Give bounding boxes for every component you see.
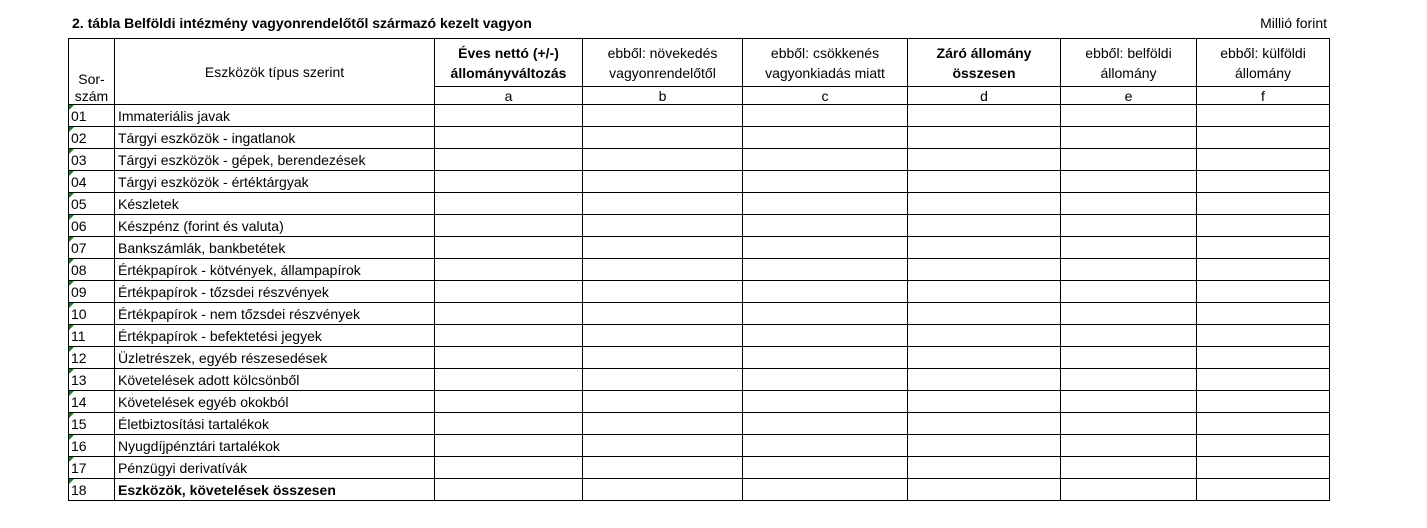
row-label: Pénzügyi derivatívák (115, 457, 435, 479)
value-cell-e[interactable] (1061, 457, 1197, 479)
value-cell-d[interactable] (908, 303, 1061, 325)
row-number-cell (69, 105, 115, 127)
value-cell-a[interactable] (435, 413, 583, 435)
value-cell-d[interactable] (908, 479, 1061, 501)
row-label: Nyugdíjpénztári tartalékok (115, 435, 435, 457)
value-cell-a[interactable] (435, 105, 583, 127)
table-row (69, 215, 1330, 237)
value-cell-f[interactable] (1197, 347, 1330, 369)
value-cell-a[interactable] (435, 479, 583, 501)
row-number-cell (69, 193, 115, 215)
value-cell-b[interactable] (583, 413, 743, 435)
row-number: 05 (71, 195, 87, 212)
value-cell-f[interactable] (1197, 303, 1330, 325)
value-cell-a[interactable] (435, 127, 583, 149)
row-number: 15 (71, 415, 87, 432)
table-row (69, 457, 1330, 479)
value-cell-c[interactable] (743, 325, 908, 347)
row-number-cell (69, 479, 115, 501)
value-cell-d[interactable] (908, 281, 1061, 303)
cell-marker-icon (69, 369, 74, 374)
value-cell-b[interactable] (583, 457, 743, 479)
row-label: Követelések adott kölcsönből (115, 369, 435, 391)
row-label: Életbiztosítási tartalékok (115, 413, 435, 435)
row-number: 17 (71, 459, 87, 476)
row-label: Értékpapírok - befektetési jegyek (115, 325, 435, 347)
value-cell-a[interactable] (435, 281, 583, 303)
table-title-row (68, 13, 1330, 35)
value-cell-a[interactable] (435, 171, 583, 193)
value-cell-e[interactable] (1061, 369, 1197, 391)
value-cell-d[interactable] (908, 237, 1061, 259)
value-cell-f[interactable] (1197, 105, 1330, 127)
col-header-e-line2: állomány (1100, 64, 1157, 81)
value-cell-e[interactable] (1061, 303, 1197, 325)
row-number-cell (69, 215, 115, 237)
value-cell-e[interactable] (1061, 149, 1197, 171)
table-row (69, 347, 1330, 369)
col-header-e-line1: ebből: belföldi (1085, 44, 1172, 61)
value-cell-d[interactable] (908, 391, 1061, 413)
table-row (69, 237, 1330, 259)
table-row (69, 149, 1330, 171)
value-cell-c[interactable] (743, 479, 908, 501)
header-row (69, 39, 1330, 87)
value-cell-f[interactable] (1197, 369, 1330, 391)
value-cell-c[interactable] (743, 149, 908, 171)
value-cell-c[interactable] (743, 391, 908, 413)
value-cell-f[interactable] (1197, 237, 1330, 259)
col-header-f-line2: állomány (1234, 64, 1292, 81)
value-cell-a[interactable] (435, 391, 583, 413)
col-letter-a: a (435, 87, 583, 105)
cell-marker-icon (69, 347, 74, 352)
table-row (69, 325, 1330, 347)
row-label: Tárgyi eszközök - értéktárgyak (115, 171, 435, 193)
row-number-cell (69, 237, 115, 259)
value-cell-b[interactable] (583, 391, 743, 413)
row-number-cell (69, 303, 115, 325)
sorszam-header-top: Sor- (69, 39, 115, 87)
cell-marker-icon (69, 281, 74, 286)
value-cell-d[interactable] (908, 105, 1061, 127)
col-letter-e: e (1061, 87, 1197, 105)
value-cell-e[interactable] (1061, 281, 1197, 303)
value-cell-d[interactable] (908, 369, 1061, 391)
col-header-c-line1: ebből: csökkenés (770, 44, 880, 61)
row-label: Értékpapírok - nem tőzsdei részvények (115, 303, 435, 325)
value-cell-b[interactable] (583, 127, 743, 149)
value-cell-d[interactable] (908, 347, 1061, 369)
value-cell-e[interactable] (1061, 171, 1197, 193)
value-cell-b[interactable] (583, 105, 743, 127)
value-cell-d[interactable] (908, 215, 1061, 237)
value-cell-f[interactable] (1197, 391, 1330, 413)
value-cell-f[interactable] (1197, 149, 1330, 171)
table-title: 2. tábla Belföldi intézmény vagyonrendelőtől származó kezelt vagyon (72, 15, 532, 31)
row-number-cell (69, 435, 115, 457)
value-cell-c[interactable] (743, 457, 908, 479)
value-cell-a[interactable] (435, 237, 583, 259)
value-cell-a[interactable] (435, 193, 583, 215)
col-letter-b: b (583, 87, 743, 105)
cell-marker-icon (69, 413, 74, 418)
value-cell-c[interactable] (743, 215, 908, 237)
value-cell-c[interactable] (743, 237, 908, 259)
row-number: 07 (71, 239, 87, 256)
value-cell-e[interactable] (1061, 413, 1197, 435)
row-number: 09 (71, 283, 87, 300)
cell-marker-icon (69, 171, 74, 176)
cell-marker-icon (69, 149, 74, 154)
table-row (69, 127, 1330, 149)
cell-marker-icon (69, 193, 74, 198)
value-cell-d[interactable] (908, 325, 1061, 347)
table-row (69, 479, 1330, 501)
value-cell-e[interactable] (1061, 193, 1197, 215)
cell-marker-icon (69, 215, 74, 220)
value-cell-b[interactable] (583, 435, 743, 457)
cell-marker-icon (69, 259, 74, 264)
table-row (69, 193, 1330, 215)
col-header-f (1197, 39, 1330, 87)
value-cell-c[interactable] (743, 193, 908, 215)
value-cell-f[interactable] (1197, 193, 1330, 215)
row-label: Üzletrészek, egyéb részesedések (115, 347, 435, 369)
col-header-c (743, 39, 908, 87)
col-header-c-line2: vagyonkiadás miatt (765, 64, 885, 81)
value-cell-f[interactable] (1197, 479, 1330, 501)
col-header-b (583, 39, 743, 87)
value-cell-f[interactable] (1197, 413, 1330, 435)
value-cell-b[interactable] (583, 303, 743, 325)
row-number: 16 (71, 437, 87, 454)
value-cell-c[interactable] (743, 171, 908, 193)
value-cell-e[interactable] (1061, 215, 1197, 237)
value-cell-c[interactable] (743, 303, 908, 325)
cell-marker-icon (69, 479, 74, 484)
row-label: Értékpapírok - kötvények, állampapírok (115, 259, 435, 281)
table-row (69, 303, 1330, 325)
row-label: Tárgyi eszközök - ingatlanok (115, 127, 435, 149)
col-header-b-line1: ebből: növekedés (607, 44, 718, 61)
table-row (69, 105, 1330, 127)
table-row (69, 259, 1330, 281)
value-cell-e[interactable] (1061, 347, 1197, 369)
value-cell-d[interactable] (908, 413, 1061, 435)
col-header-a-line2: állományváltozás (450, 64, 567, 81)
value-cell-b[interactable] (583, 259, 743, 281)
value-cell-e[interactable] (1061, 391, 1197, 413)
row-number-cell (69, 369, 115, 391)
table-row (69, 435, 1330, 457)
value-cell-e[interactable] (1061, 435, 1197, 457)
value-cell-d[interactable] (908, 127, 1061, 149)
cell-marker-icon (69, 105, 74, 110)
value-cell-c[interactable] (743, 435, 908, 457)
row-label: Követelések egyéb okokból (115, 391, 435, 413)
row-number-cell (69, 325, 115, 347)
value-cell-f[interactable] (1197, 127, 1330, 149)
value-cell-a[interactable] (435, 259, 583, 281)
value-cell-f[interactable] (1197, 457, 1330, 479)
value-cell-a[interactable] (435, 303, 583, 325)
row-number: 14 (71, 393, 87, 410)
value-cell-b[interactable] (583, 347, 743, 369)
row-number-cell (69, 171, 115, 193)
value-cell-b[interactable] (583, 215, 743, 237)
value-cell-d[interactable] (908, 149, 1061, 171)
cell-marker-icon (69, 127, 74, 132)
value-cell-e[interactable] (1061, 259, 1197, 281)
row-number: 06 (71, 217, 87, 234)
value-cell-b[interactable] (583, 325, 743, 347)
value-cell-b[interactable] (583, 193, 743, 215)
value-cell-d[interactable] (908, 435, 1061, 457)
value-cell-f[interactable] (1197, 281, 1330, 303)
value-cell-f[interactable] (1197, 171, 1330, 193)
value-cell-a[interactable] (435, 347, 583, 369)
cell-marker-icon (69, 391, 74, 396)
col-letter-d: d (908, 87, 1061, 105)
value-cell-a[interactable] (435, 215, 583, 237)
asset-table (68, 38, 1330, 501)
value-cell-f[interactable] (1197, 325, 1330, 347)
value-cell-e[interactable] (1061, 325, 1197, 347)
value-cell-f[interactable] (1197, 435, 1330, 457)
value-cell-b[interactable] (583, 479, 743, 501)
value-cell-e[interactable] (1061, 127, 1197, 149)
value-cell-f[interactable] (1197, 259, 1330, 281)
cell-marker-icon (69, 435, 74, 440)
col-header-d-line2: összesen (952, 64, 1016, 81)
col-header-a-line1: Éves nettó (+/-) (458, 44, 559, 61)
value-cell-b[interactable] (583, 281, 743, 303)
unit-label: Millió forint (1260, 15, 1327, 31)
value-cell-c[interactable] (743, 127, 908, 149)
value-cell-a[interactable] (435, 435, 583, 457)
col-header-a (435, 39, 583, 87)
row-number-cell (69, 347, 115, 369)
value-cell-b[interactable] (583, 149, 743, 171)
value-cell-c[interactable] (743, 413, 908, 435)
value-cell-b[interactable] (583, 369, 743, 391)
row-label: Immateriális javak (115, 105, 435, 127)
value-cell-e[interactable] (1061, 105, 1197, 127)
row-label: Bankszámlák, bankbetétek (115, 237, 435, 259)
cell-marker-icon (69, 303, 74, 308)
row-number-cell (69, 457, 115, 479)
row-number-cell (69, 149, 115, 171)
col-header-f-line1: ebből: külföldi (1220, 44, 1306, 61)
value-cell-a[interactable] (435, 325, 583, 347)
row-number: 01 (71, 107, 87, 124)
row-number-cell (69, 281, 115, 303)
value-cell-c[interactable] (743, 347, 908, 369)
value-cell-c[interactable] (743, 105, 908, 127)
col-header-b-line2: vagyonrendelőtől (609, 64, 716, 81)
col-header-d-line1: Záró állomány (936, 44, 1032, 61)
row-number: 12 (71, 349, 87, 366)
value-cell-a[interactable] (435, 369, 583, 391)
table-row (69, 369, 1330, 391)
row-number: 11 (71, 327, 86, 344)
row-number-cell (69, 127, 115, 149)
col-header-d (908, 39, 1061, 87)
value-cell-c[interactable] (743, 281, 908, 303)
col-header-e (1061, 39, 1197, 87)
row-label: Eszközök, követelések összesen (115, 479, 435, 501)
cell-marker-icon (69, 237, 74, 242)
value-cell-f[interactable] (1197, 215, 1330, 237)
row-number: 03 (71, 151, 87, 168)
value-cell-d[interactable] (908, 259, 1061, 281)
value-cell-a[interactable] (435, 457, 583, 479)
value-cell-d[interactable] (908, 193, 1061, 215)
table-row (69, 171, 1330, 193)
row-number: 08 (71, 261, 87, 278)
row-label: Készpénz (forint és valuta) (115, 215, 435, 237)
value-cell-e[interactable] (1061, 479, 1197, 501)
cell-marker-icon (69, 457, 74, 462)
col-letter-c: c (743, 87, 908, 105)
row-label: Tárgyi eszközök - gépek, berendezések (115, 149, 435, 171)
row-label: Készletek (115, 193, 435, 215)
row-number-cell (69, 413, 115, 435)
asset-type-header: Eszközök típus szerint (115, 39, 435, 105)
row-label: Értékpapírok - tőzsdei részvények (115, 281, 435, 303)
value-cell-c[interactable] (743, 369, 908, 391)
table-row (69, 413, 1330, 435)
value-cell-e[interactable] (1061, 237, 1197, 259)
value-cell-c[interactable] (743, 259, 908, 281)
value-cell-b[interactable] (583, 237, 743, 259)
cell-marker-icon (69, 325, 74, 330)
value-cell-d[interactable] (908, 171, 1061, 193)
value-cell-b[interactable] (583, 171, 743, 193)
row-number: 18 (71, 481, 87, 498)
value-cell-a[interactable] (435, 149, 583, 171)
row-number-cell (69, 391, 115, 413)
row-number: 13 (71, 371, 87, 388)
table-row (69, 281, 1330, 303)
row-number-cell (69, 259, 115, 281)
col-letter-f: f (1197, 87, 1330, 105)
sorszam-header-bottom: szám (69, 87, 115, 105)
value-cell-d[interactable] (908, 457, 1061, 479)
row-number: 04 (71, 173, 87, 190)
table-row (69, 391, 1330, 413)
row-number: 02 (71, 129, 87, 146)
row-number: 10 (71, 305, 87, 322)
